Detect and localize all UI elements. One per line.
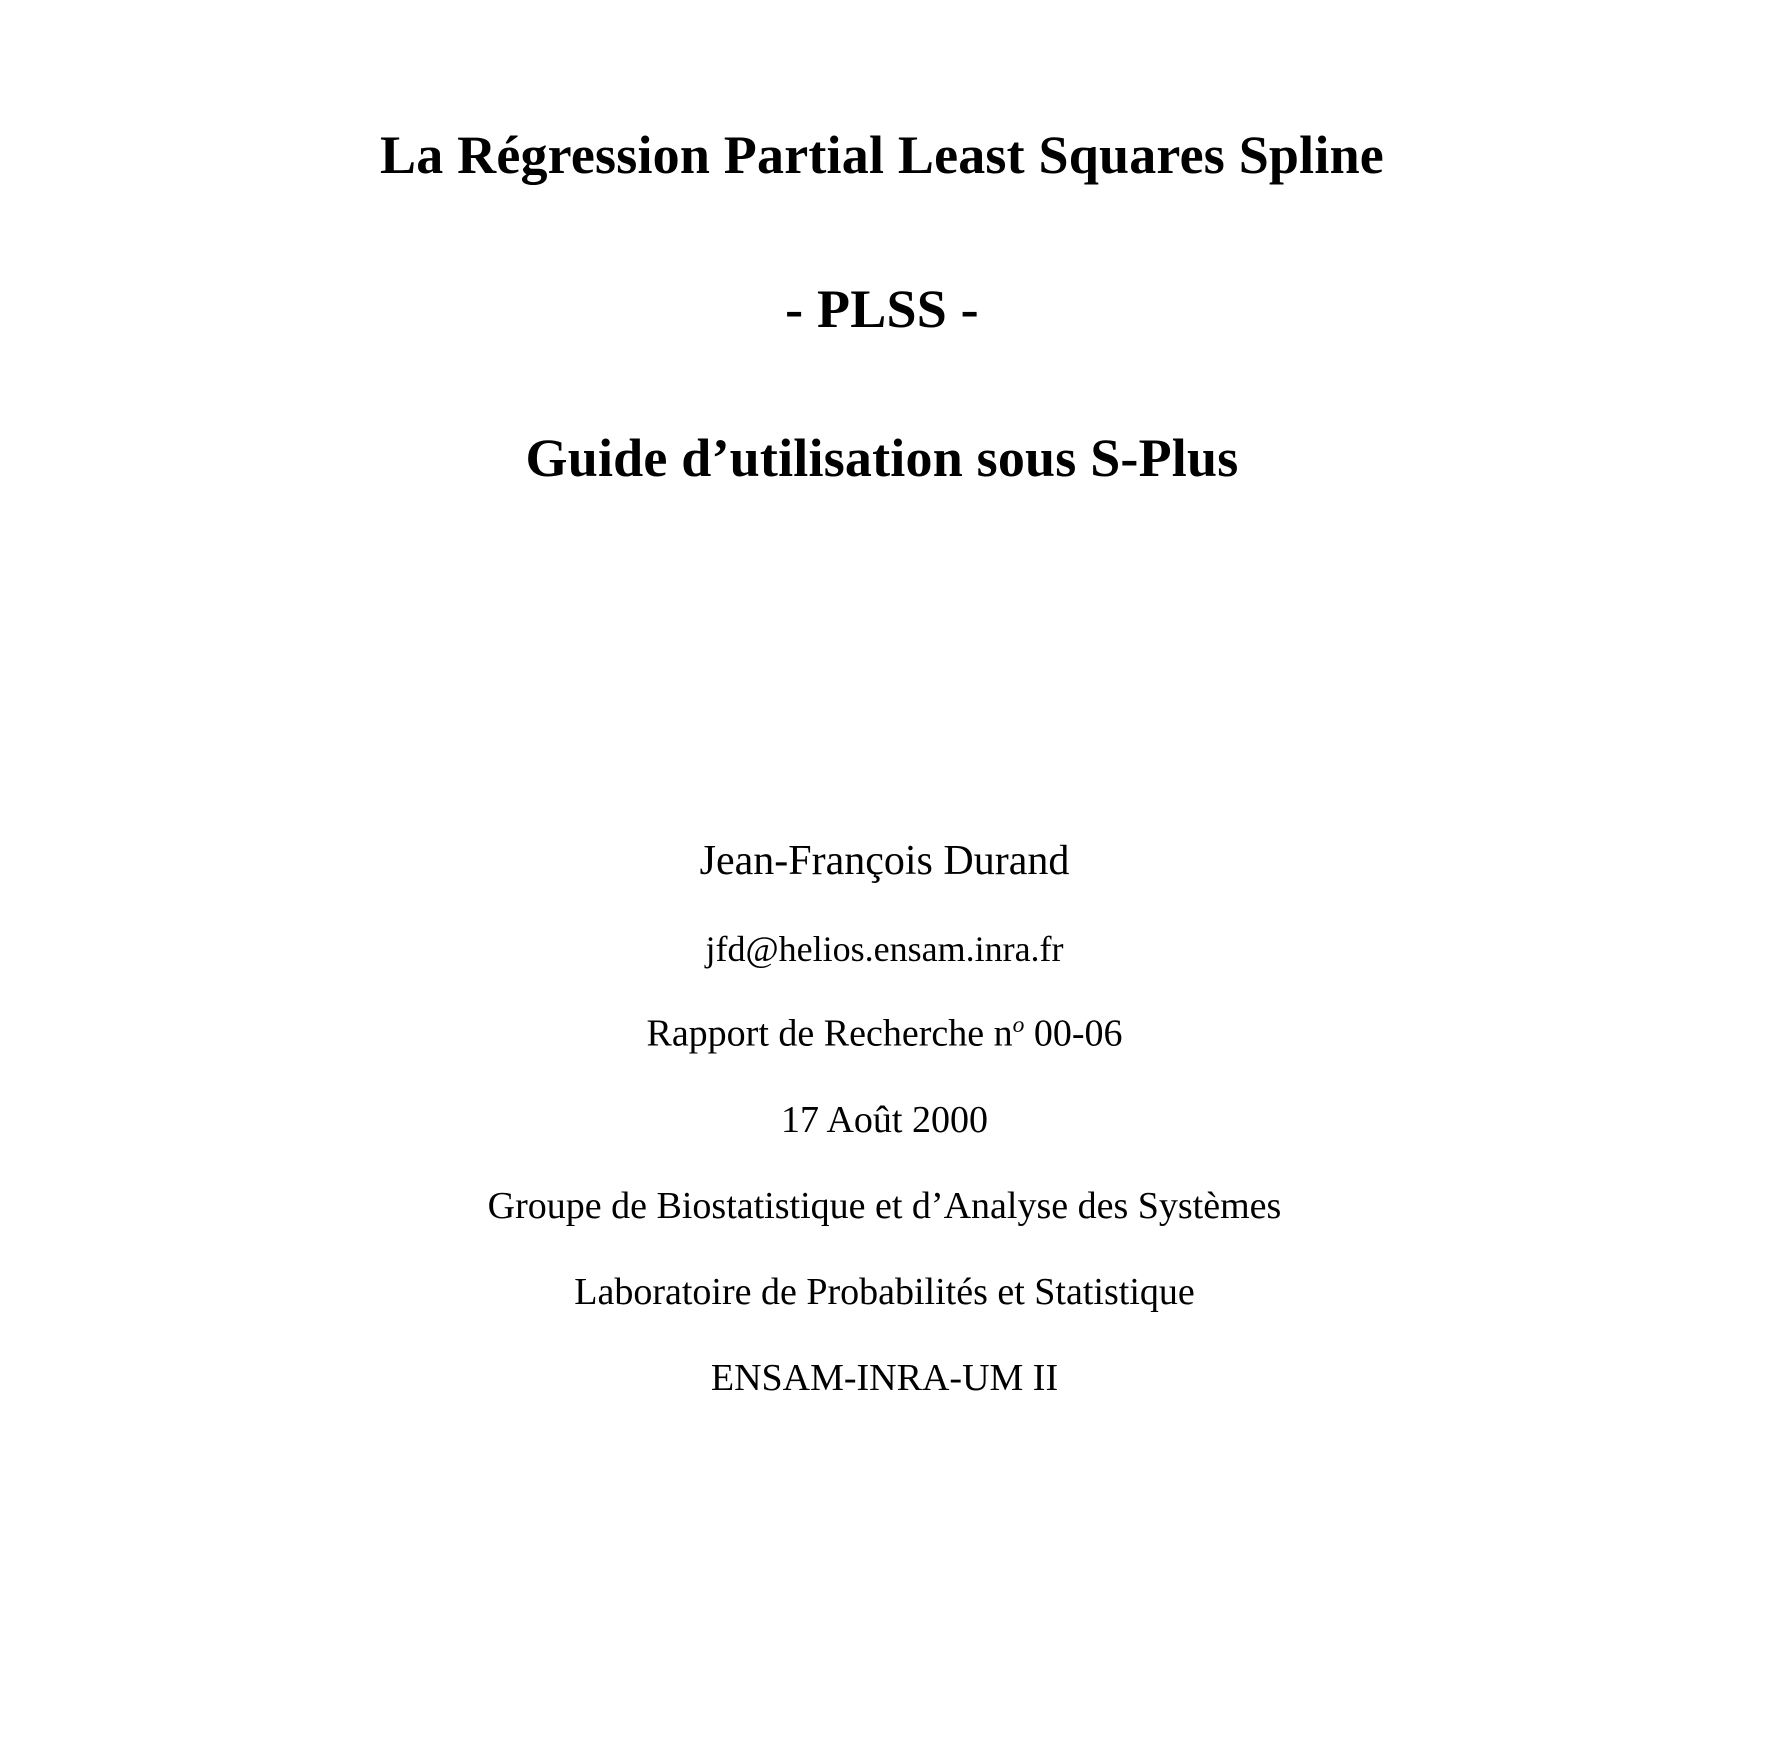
publication-date: 17 Août 2000 <box>781 1098 988 1141</box>
author-name: Jean-François Durand <box>699 838 1070 884</box>
page-title-line-3: Guide d’utilisation sous S-Plus <box>525 428 1239 488</box>
affiliation-laboratory: Laboratoire de Probabilités et Statistique <box>574 1270 1195 1313</box>
author-meta-block <box>0 840 1769 1397</box>
report-number-label: Rapport de Recherche n <box>646 1012 1013 1055</box>
affiliation-group: Groupe de Biostatistique et d’Analyse des Systèmes <box>487 1184 1282 1227</box>
report-number-superscript: o <box>1012 1012 1025 1038</box>
report-number-value: 00-06 <box>1024 1012 1123 1055</box>
report-number <box>0 1014 1769 1053</box>
page-title-line-1: La Régression Partial Least Squares Spline <box>380 125 1384 185</box>
title-block <box>0 125 1769 488</box>
page-title-line-2: - PLSS - <box>785 279 979 339</box>
affiliation-institution: ENSAM-INRA-UM II <box>710 1356 1059 1399</box>
author-email: jfd@helios.ensam.inra.fr <box>705 929 1064 969</box>
